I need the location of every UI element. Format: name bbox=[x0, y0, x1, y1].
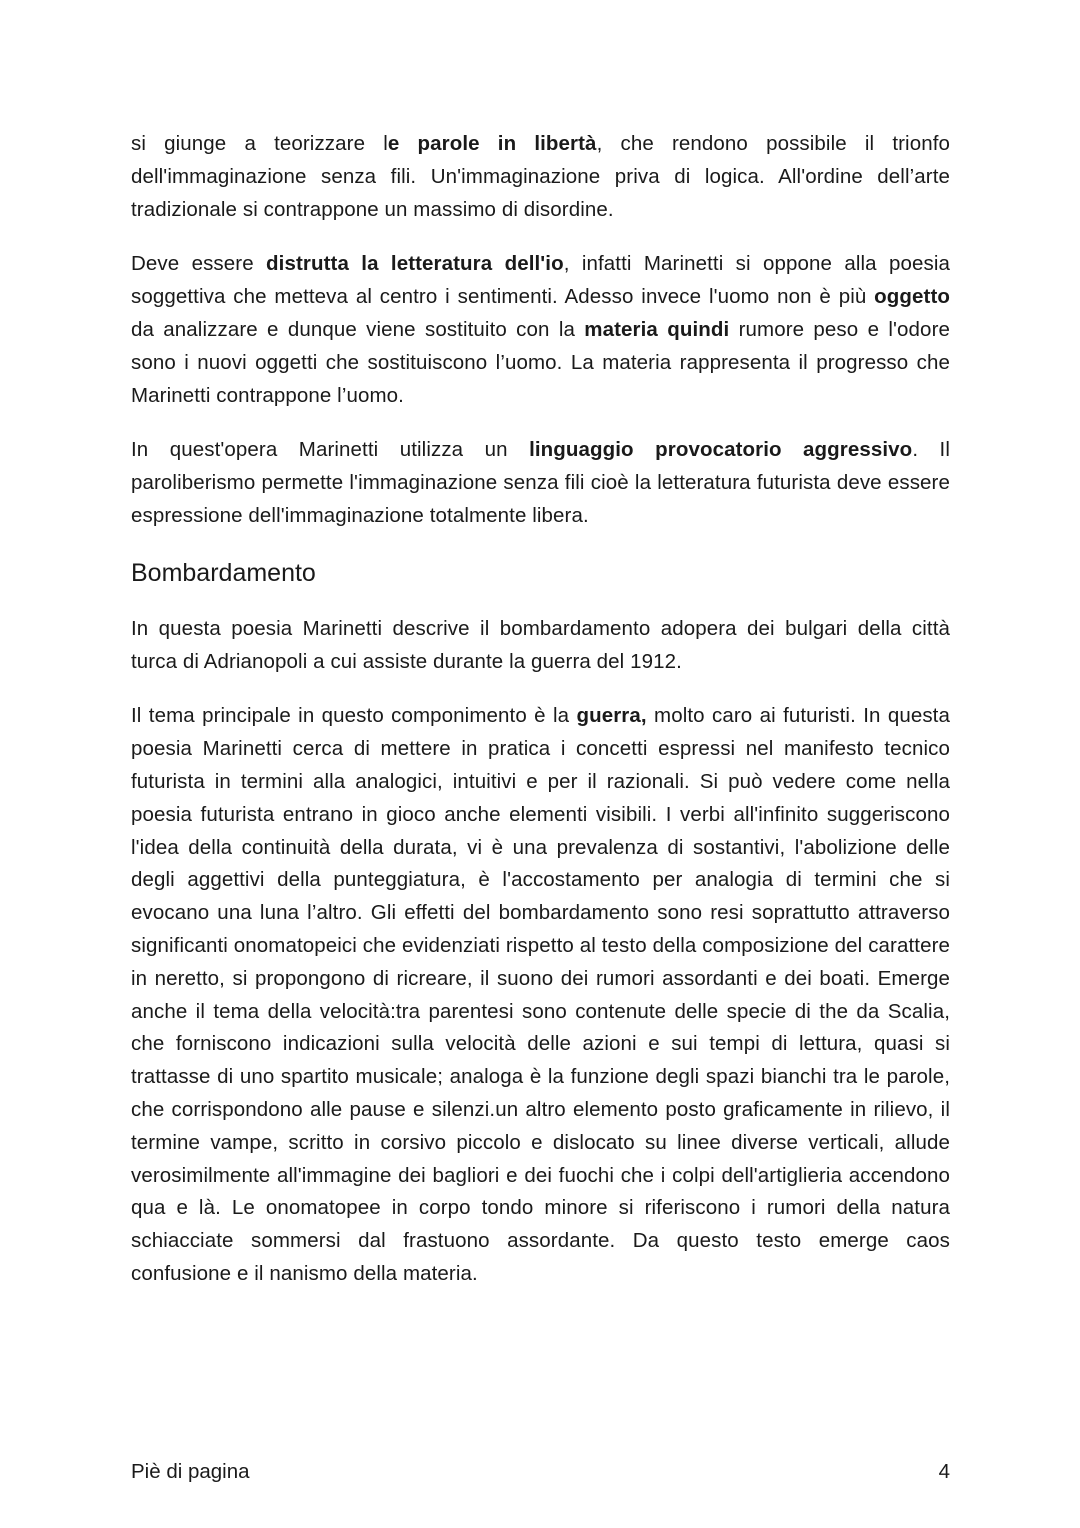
section-heading: Bombardamento bbox=[131, 558, 316, 587]
paragraph-parole-in-liberta bbox=[131, 128, 950, 226]
text-run: Deve essere bbox=[131, 252, 267, 276]
page-body bbox=[131, 128, 950, 1313]
text-run: si giunge a teorizzare l bbox=[131, 132, 388, 155]
text-run: rumore peso e l'odore sono i nuovi oggetti che sostituiscono l’uomo. La materia rappresenta il progresso che Marinetti contrappone l’uomo. bbox=[131, 317, 950, 407]
text-run: molto caro ai futuristi. In questa poesia Marinetti cerca di mettere in pratica i concetti espressi nel manifesto tecnico futurista in termini alla analogici, intuitivi e per il razionali. Si può vedere come nella poesia futurista entrano in gioco anche elementi visibili. I verbi all'infinito suggeriscono l'idea della continuità della durata, vi è una prevalenza di sostantivi, l'abolizione delle degli aggettivi della punteggiatura, è l'accostamento per analogia di termini che si evocano una luna l’altro. Gli effetti del bombardamento sono resi soprattutto attraverso significanti onomatopeici che evidenziati rispetto al testo della composizione del carattere in neretto, si propongono di ricreare, il suono dei rumori assordanti e dei boati. Emerge anche il tema della velocità:tra parentesi sono contenute delle specie di the da Scalia, che forniscono indicazioni sulla velocità delle azioni e sui tempi di lettura, quasi si trattasse di uno spartito musicale; analoga è la funzione degli spazi bianchi tra le parole, che corrispondono alle pause e silenzi.un altro elemento posto graficamente in rilievo, il termine vampe, scritto in corsivo piccolo e dislocato su linee diverse verticali, allude verosimilmente all'immagine dei bagliori e dei fuochi che i colpi dell'artiglieria accendono qua e là. Le onomatopee in corpo tondo minore si riferiscono i rumori della natura schiacciate sommersi dal frastuono assordante. Da questo testo emerge caos confusione e il nanismo della materia. bbox=[131, 704, 950, 1285]
text-run: da analizzare e dunque viene sostituito con la bbox=[131, 317, 585, 341]
page-footer bbox=[131, 1458, 950, 1486]
paragraph-linguaggio bbox=[131, 434, 950, 532]
page-number: 4 bbox=[938, 1460, 950, 1483]
bold-phrase: linguaggio provocatorio aggressivo bbox=[529, 438, 913, 462]
text-run: In questa poesia Marinetti descrive il bombardamento adopera dei bulgari della città turca di Adrianopoli a cui assiste durante la guerra del 1912. bbox=[131, 616, 950, 673]
text-run: In quest'opera Marinetti utilizza un bbox=[131, 438, 530, 462]
bold-phrase: distrutta la letteratura dell'io bbox=[266, 252, 564, 276]
text-run: . Il paroliberismo permette l'immaginazione senza fili cioè la letteratura futurista deve essere espressione dell'immaginazione totalmente libera. bbox=[131, 438, 950, 527]
paragraph-letteratura-dell-io bbox=[131, 248, 950, 412]
bold-phrase: guerra, bbox=[576, 704, 647, 728]
text-run: Il tema principale in questo componimento è la bbox=[131, 704, 577, 728]
text-run: , infatti Marinetti si oppone alla poesia soggettiva che metteva al centro i sentimenti. Adesso invece l'uomo non è più bbox=[131, 252, 950, 309]
bold-phrase: e parole in libertà bbox=[387, 132, 597, 155]
paragraph-bombardamento-analysis bbox=[131, 700, 950, 1290]
paragraph-bombardamento-intro bbox=[131, 613, 950, 679]
text-run: , che rendono possibile il trionfo dell'immaginazione senza fili. Un'immaginazione priva di logica. All'ordine dell’arte tradizionale si contrappone un massimo di disordine. bbox=[131, 132, 951, 221]
footer-label: Piè di pagina bbox=[131, 1460, 250, 1483]
bold-phrase: oggetto bbox=[874, 285, 950, 309]
bold-phrase: materia quindi bbox=[584, 317, 730, 341]
